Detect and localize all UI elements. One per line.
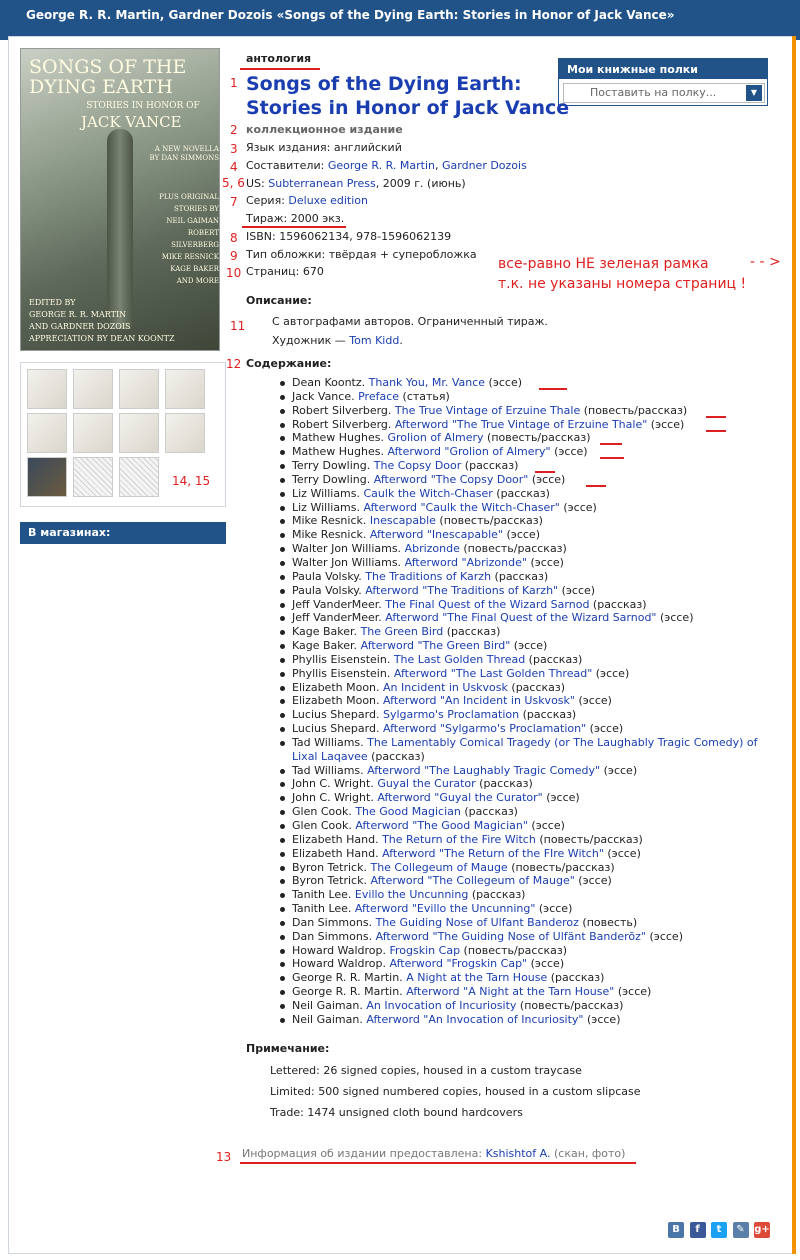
contents-author: Jeff VanderMeer. bbox=[292, 597, 382, 611]
contents-title-link[interactable]: The Return of the Fire Witch bbox=[382, 832, 536, 846]
page-title: George R. R. Martin, Gardner Dozois «Songs of the Dying Earth: Stories in Honor of Jack Vance» bbox=[26, 8, 675, 22]
contents-item bbox=[276, 708, 776, 722]
contents-title-link[interactable]: Afterword "Abrizonde" bbox=[404, 555, 527, 569]
contents-title-link[interactable]: An Incident in Uskvosk bbox=[383, 680, 508, 694]
contents-item bbox=[276, 570, 776, 584]
red-underline bbox=[600, 457, 624, 459]
contents-title-link[interactable]: Afterword "The Final Quest of the Wizard Sarnod" bbox=[385, 611, 657, 625]
cover-plus-line: MIKE RESNICK bbox=[161, 253, 219, 261]
contents-item bbox=[276, 819, 776, 833]
artist-label: Художник — bbox=[272, 334, 346, 347]
shops-header[interactable]: В магазинах: bbox=[20, 522, 226, 544]
contents-kind: (эссе) bbox=[614, 985, 652, 999]
thumbnail-image[interactable] bbox=[119, 457, 159, 497]
contents-title-link[interactable]: The Copsy Door bbox=[373, 459, 462, 473]
description-heading: Описание: bbox=[246, 294, 312, 307]
red-underline bbox=[535, 471, 555, 473]
cover-novella: A NEW NOVELLA BY DAN SIMMONS bbox=[149, 145, 219, 162]
contents-kind: (рассказ) bbox=[589, 597, 647, 611]
contents-author: Liz Williams. bbox=[292, 500, 360, 514]
contents-item bbox=[276, 445, 776, 459]
language-label: Язык издания: bbox=[246, 141, 331, 154]
contents-item bbox=[276, 999, 776, 1013]
cover-type: Тип обложки: твёрдая + суперобложка bbox=[246, 248, 477, 261]
contents-title-link[interactable]: The Collegeum of Mauge bbox=[370, 860, 508, 874]
marker-9: 9 bbox=[230, 249, 238, 263]
contents-item bbox=[276, 1013, 776, 1027]
cover-plus-line: NEIL GAIMAN bbox=[166, 217, 219, 225]
edition-type: коллекционное издание bbox=[246, 123, 403, 136]
contents-title-link[interactable]: Afterword "Caulk the Witch-Chaser" bbox=[363, 500, 560, 514]
chevron-down-icon[interactable]: ▼ bbox=[746, 85, 762, 101]
contents-kind: (рассказ) bbox=[519, 708, 577, 722]
cover-edited-line: AND GARDNER DOZOIS bbox=[29, 322, 131, 331]
bookshelf-select-value: Поставить на полку... bbox=[590, 86, 717, 99]
contents-title-link[interactable]: The True Vintage of Erzuine Thale bbox=[394, 403, 581, 417]
contents-kind: (эссе) bbox=[510, 639, 548, 653]
contents-item bbox=[276, 584, 776, 598]
contents-kind: (эссе) bbox=[485, 376, 523, 389]
marker-10: 10 bbox=[226, 266, 242, 280]
contents-author: Elizabeth Hand. bbox=[292, 832, 379, 846]
contents-kind: (эссе) bbox=[586, 722, 624, 736]
marker-5-6: 5, 6 bbox=[222, 176, 245, 190]
contents-title-link[interactable]: Afterword "Inescapable" bbox=[369, 528, 503, 542]
cover-editors bbox=[29, 297, 215, 345]
contents-item bbox=[276, 694, 776, 708]
contents-title-link[interactable]: Afterword "The Collegeum of Mauge" bbox=[370, 874, 575, 888]
contents-kind: (рассказ) bbox=[475, 777, 533, 791]
contents-author: John C. Wright. bbox=[292, 777, 374, 791]
contents-item bbox=[276, 971, 776, 985]
notes-block bbox=[270, 1060, 640, 1123]
contents-kind: (эссе) bbox=[603, 846, 641, 860]
contents-author: Dan Simmons. bbox=[292, 915, 373, 929]
contents-title-link[interactable]: Afterword "Frogskin Cap" bbox=[389, 957, 528, 971]
contents-author: Phyllis Eisenstein. bbox=[292, 652, 391, 666]
contents-kind: (эссе) bbox=[592, 666, 630, 680]
cover-edited-line: GEORGE R. R. MARTIN bbox=[29, 310, 127, 319]
contents-title-link[interactable]: The Lamentably Comical Tragedy (or The Laughably Tragic Comedy) of Lixal Laqavee bbox=[292, 735, 758, 763]
title-bar bbox=[0, 0, 800, 40]
contents-author: Byron Tetrick. bbox=[292, 874, 367, 888]
contents-title-link[interactable]: Afterword "Sylgarmo's Proclamation" bbox=[382, 722, 587, 736]
contents-item bbox=[276, 404, 776, 418]
contents-kind: (повесть/рассказ) bbox=[460, 943, 568, 957]
contents-author: Kage Baker. bbox=[292, 625, 358, 639]
contents-author: John C. Wright. bbox=[292, 791, 374, 805]
info-suffix: (скан, фото) bbox=[553, 1147, 626, 1160]
compilers-label: Составители: bbox=[246, 159, 325, 172]
cover-plus-line: ROBERT SILVERBERG bbox=[171, 229, 219, 249]
contents-author: Terry Dowling. bbox=[292, 472, 371, 486]
thumbnail-image[interactable] bbox=[27, 369, 67, 409]
contents-list bbox=[276, 376, 776, 1027]
contents-kind: (эссе) bbox=[647, 417, 685, 431]
contents-item bbox=[276, 556, 776, 570]
series-label: Серия: bbox=[246, 194, 285, 207]
note-line: Lettered: 26 signed copies, housed in a custom traycase bbox=[270, 1064, 582, 1077]
red-underline bbox=[242, 226, 346, 228]
thumbnail-image[interactable] bbox=[165, 413, 205, 453]
twitter-icon[interactable]: t bbox=[711, 1222, 727, 1238]
contents-item bbox=[276, 833, 776, 847]
note-line: Trade: 1474 unsigned cloth bound hardcovers bbox=[270, 1106, 523, 1119]
contents-title-link[interactable]: Afterword "An Invocation of Incuriosity" bbox=[366, 1012, 584, 1026]
red-underline bbox=[240, 68, 320, 70]
marker-13: 13 bbox=[216, 1150, 232, 1164]
contents-title-link[interactable]: Abrizonde bbox=[404, 542, 460, 556]
contents-item bbox=[276, 957, 776, 971]
contents-item bbox=[276, 791, 776, 805]
contents-item bbox=[276, 598, 776, 612]
contents-author: Elizabeth Hand. bbox=[292, 846, 379, 860]
thumbnail-image[interactable] bbox=[119, 413, 159, 453]
contents-author: Neil Gaiman. bbox=[292, 1012, 363, 1026]
marker-4: 4 bbox=[230, 160, 238, 174]
cover-plus-line: AND MORE bbox=[176, 277, 219, 285]
contents-kind: (рассказ) bbox=[461, 459, 519, 473]
contents-title-link[interactable]: Thank You, Mr. Vance bbox=[368, 376, 486, 389]
cover-contributors bbox=[141, 191, 219, 287]
contents-author: Kage Baker. bbox=[292, 639, 358, 653]
contents-item bbox=[276, 376, 776, 390]
contents-author: Paula Volsky. bbox=[292, 569, 362, 583]
contents-item bbox=[276, 611, 776, 625]
thumbnail-marker: 14, 15 bbox=[172, 474, 211, 488]
contents-item bbox=[276, 736, 776, 764]
annotation-arrow: - - > bbox=[750, 254, 781, 270]
contents-item bbox=[276, 514, 776, 528]
contents-kind: (рассказ) bbox=[491, 569, 549, 583]
contents-author: Glen Cook. bbox=[292, 805, 352, 819]
contents-item bbox=[276, 944, 776, 958]
bookshelf-header: Мои книжные полки bbox=[559, 59, 767, 79]
book-type-tag: антология bbox=[246, 52, 312, 65]
red-underline bbox=[600, 443, 622, 445]
contents-author: Glen Cook. bbox=[292, 819, 352, 832]
contents-author: Howard Waldrop. bbox=[292, 957, 386, 971]
cover-title: SONGS OF THE DYING EARTH bbox=[29, 56, 187, 98]
thumbnail-image[interactable] bbox=[119, 369, 159, 409]
thumbnail-image[interactable] bbox=[27, 413, 67, 453]
contents-item bbox=[276, 487, 776, 501]
contents-title-link[interactable]: Afterword "An Incident in Uskvosk" bbox=[383, 694, 575, 708]
cover-image[interactable] bbox=[20, 48, 220, 351]
contents-item bbox=[276, 764, 776, 778]
contents-kind: (эссе) bbox=[503, 528, 540, 542]
red-underline bbox=[706, 430, 726, 432]
info-prefix: Информация об издании предоставлена: bbox=[242, 1147, 483, 1160]
thumbnail-image[interactable] bbox=[73, 457, 113, 497]
contents-title-link[interactable]: The Good Magician bbox=[355, 805, 461, 819]
marker-7: 7 bbox=[230, 195, 238, 209]
contents-author: Terry Dowling. bbox=[292, 459, 371, 473]
contents-heading: Содержание: bbox=[246, 357, 332, 370]
contents-author: Mike Resnick. bbox=[292, 528, 367, 542]
artist-row: Художник — Tom Kidd. bbox=[272, 334, 403, 347]
contents-title-link[interactable]: Inescapable bbox=[369, 514, 436, 528]
contents-item bbox=[276, 667, 776, 681]
contents-author: Tad Williams. bbox=[292, 735, 364, 749]
cover-plus-line: KAGE BAKER bbox=[170, 265, 219, 273]
series-row bbox=[246, 194, 368, 207]
thumbnail-image[interactable] bbox=[73, 413, 113, 453]
facebook-icon[interactable]: f bbox=[690, 1222, 706, 1238]
contents-title-link[interactable]: Evillo the Uncunning bbox=[354, 888, 469, 902]
contents-kind: (эссе) bbox=[559, 500, 597, 514]
contents-author: Tanith Lee. bbox=[292, 888, 352, 902]
book-title: Songs of the Dying Earth: Stories in Honor of Jack Vance bbox=[246, 73, 570, 119]
contents-title-link[interactable]: An Invocation of Incuriosity bbox=[366, 998, 517, 1012]
livejournal-icon[interactable]: ✎ bbox=[733, 1222, 749, 1238]
thumbnail-image[interactable] bbox=[165, 369, 205, 409]
contents-item bbox=[276, 861, 776, 875]
red-underline bbox=[240, 1162, 636, 1164]
contents-author: Walter Jon Williams. bbox=[292, 555, 402, 569]
contents-kind: (эссе) bbox=[528, 472, 566, 486]
contents-kind: (рассказ) bbox=[443, 625, 501, 639]
contents-author: Tad Williams. bbox=[292, 763, 364, 777]
cover-subtitle: STORIES IN HONOR OF bbox=[86, 101, 200, 111]
contents-title-link[interactable]: The Green Bird bbox=[360, 625, 444, 639]
contents-kind: (эссе) bbox=[574, 694, 612, 708]
red-underline bbox=[539, 388, 567, 390]
language-row bbox=[246, 141, 402, 154]
contents-kind: (рассказ) bbox=[468, 888, 526, 902]
contents-item bbox=[276, 888, 776, 902]
red-underline bbox=[706, 416, 726, 418]
contents-kind: (рассказ) bbox=[525, 652, 583, 666]
contents-author: Mathew Hughes. bbox=[292, 445, 384, 459]
contents-item bbox=[276, 459, 776, 473]
contents-item bbox=[276, 473, 776, 487]
marker-2: 2 bbox=[230, 123, 238, 137]
contents-kind: (эссе) bbox=[535, 902, 573, 916]
contents-kind: (рассказ) bbox=[547, 971, 605, 985]
contents-title-link[interactable]: The Guiding Nose of Ulfant Banderoz bbox=[375, 915, 579, 929]
thumbnail-image[interactable] bbox=[27, 457, 67, 497]
contents-author: Byron Tetrick. bbox=[292, 860, 367, 874]
contents-item bbox=[276, 390, 776, 404]
contents-title-link[interactable]: Frogskin Cap bbox=[389, 943, 461, 957]
contents-item bbox=[276, 722, 776, 736]
marker-12: 12 bbox=[226, 357, 242, 371]
contents-title-link[interactable]: Afterword "The Guiding Nose of Ulfänt Banderõz" bbox=[375, 929, 646, 943]
google-plus-icon[interactable]: g+ bbox=[754, 1222, 770, 1238]
contents-author: Lucius Shepard. bbox=[292, 708, 380, 722]
contents-kind: (рассказ) bbox=[367, 749, 425, 763]
compiler-link[interactable]: George R. R. Martin bbox=[327, 159, 435, 172]
contents-title-link[interactable]: Afterword "The Copsy Door" bbox=[373, 472, 529, 486]
contents-title-link[interactable]: Guyal the Curator bbox=[377, 777, 476, 791]
contents-author: Dean Koontz. bbox=[292, 376, 366, 389]
contents-kind: (эссе) bbox=[583, 1012, 621, 1026]
contents-kind: (эссе) bbox=[527, 957, 565, 971]
cover-edited-line: EDITED BY bbox=[29, 298, 76, 307]
contents-item bbox=[276, 542, 776, 556]
contents-kind: (повесть/рассказ) bbox=[459, 542, 567, 556]
publisher-label: US: bbox=[246, 177, 265, 190]
contents-item bbox=[276, 501, 776, 515]
contents-item bbox=[276, 874, 776, 888]
contents-kind: (статья) bbox=[399, 389, 450, 403]
marker-3: 3 bbox=[230, 142, 238, 156]
marker-8: 8 bbox=[230, 231, 238, 245]
contents-title-link[interactable]: Afterword "The Laughably Tragic Comedy" bbox=[367, 763, 601, 777]
contents-title-link[interactable]: Preface bbox=[358, 389, 400, 403]
contents-kind: (повесть/рассказ) bbox=[507, 860, 615, 874]
contents-title-link[interactable]: A Night at the Tarn House bbox=[406, 971, 548, 985]
cover-honoree: JACK VANCE bbox=[81, 113, 182, 131]
isbn: ISBN: 1596062134, 978-1596062139 bbox=[246, 230, 452, 243]
contents-author: Phyllis Eisenstein. bbox=[292, 666, 391, 680]
contents-kind: (рассказ) bbox=[460, 805, 518, 819]
contents-item bbox=[276, 930, 776, 944]
contents-kind: (рассказ) bbox=[507, 680, 566, 694]
contents-title-link[interactable]: The Last Golden Thread bbox=[393, 652, 526, 666]
contents-title-link[interactable]: Afterword "The Return of the FIre Witch" bbox=[382, 846, 604, 860]
contents-author: Howard Waldrop. bbox=[292, 943, 386, 957]
compiler-link[interactable]: Gardner Dozois bbox=[442, 159, 527, 172]
page-count: Страниц: 670 bbox=[246, 265, 324, 278]
contents-author: Robert Silverberg. bbox=[292, 417, 392, 431]
contents-author: George R. R. Martin. bbox=[292, 971, 403, 985]
contents-title-link[interactable]: Afterword "The Good Magician" bbox=[355, 819, 528, 832]
contents-kind: (повесть/рассказ) bbox=[535, 832, 643, 846]
contents-kind: (повесть/рассказ) bbox=[483, 431, 591, 445]
contents-title-link[interactable]: Afterword "The Last Golden Thread" bbox=[393, 666, 593, 680]
contents-kind: (эссе) bbox=[542, 791, 580, 805]
contents-item bbox=[276, 916, 776, 930]
contents-author: Liz Williams. bbox=[292, 486, 360, 500]
contents-kind: (эссе) bbox=[550, 445, 588, 459]
contents-author: Tanith Lee. bbox=[292, 902, 352, 916]
contents-item bbox=[276, 985, 776, 999]
contents-author: Neil Gaiman. bbox=[292, 998, 363, 1012]
contents-item bbox=[276, 681, 776, 695]
contents-title-link[interactable]: Afterword "A Night at the Tarn House" bbox=[406, 985, 615, 999]
contents-author: Mathew Hughes. bbox=[292, 431, 384, 445]
contents-kind: (эссе) bbox=[527, 819, 565, 832]
contents-item bbox=[276, 902, 776, 916]
contents-title-link[interactable]: The Final Quest of the Wizard Sarnod bbox=[385, 597, 590, 611]
contents-author: Robert Silverberg. bbox=[292, 403, 392, 417]
contents-item bbox=[276, 625, 776, 639]
contents-title-link[interactable]: Caulk the Witch-Chaser bbox=[363, 486, 493, 500]
contents-kind: (рассказ) bbox=[492, 486, 550, 500]
contents-title-link[interactable]: Grolion of Almery bbox=[387, 431, 484, 445]
contents-item bbox=[276, 418, 776, 432]
notes-heading: Примечание: bbox=[246, 1042, 330, 1055]
contents-title-link[interactable]: Afterword "The Green Bird" bbox=[360, 639, 511, 653]
compilers-row: Составители: George R. R. Martin, Gardner Dozois bbox=[246, 159, 527, 172]
publisher-link[interactable]: Subterranean Press bbox=[268, 177, 376, 190]
contents-title-link[interactable]: Afterword "The Traditions of Karzh" bbox=[365, 583, 559, 597]
description-text: С автографами авторов. Ограниченный тираж. bbox=[272, 315, 548, 328]
cover-plus-line: PLUS ORIGINAL STORIES BY bbox=[159, 193, 219, 213]
contents-kind: (повесть/рассказ) bbox=[516, 998, 624, 1012]
annotation-line: т.к. не указаны номера страниц ! bbox=[498, 276, 747, 292]
contents-item bbox=[276, 639, 776, 653]
bookshelf-select[interactable] bbox=[563, 83, 765, 103]
contents-item bbox=[276, 653, 776, 667]
edition-info-credit bbox=[242, 1147, 625, 1160]
contents-title-link[interactable]: Afterword "The True Vintage of Erzuine Thale" bbox=[394, 417, 648, 431]
contents-author: Paula Volsky. bbox=[292, 583, 362, 597]
contents-author: Elizabeth Moon. bbox=[292, 694, 380, 708]
contents-item bbox=[276, 847, 776, 861]
contents-title-link[interactable]: Sylgarmo's Proclamation bbox=[382, 708, 520, 722]
contents-kind: (повесть) bbox=[578, 915, 638, 929]
publisher-date: , 2009 г. (июнь) bbox=[375, 177, 466, 190]
contents-kind: (эссе) bbox=[656, 611, 694, 625]
contents-author: Jack Vance. bbox=[292, 389, 355, 403]
contents-author: George R. R. Martin. bbox=[292, 985, 403, 999]
accent-bar bbox=[792, 36, 796, 1254]
language-value: английский bbox=[333, 141, 402, 154]
contents-title-link[interactable]: The Traditions of Karzh bbox=[365, 569, 492, 583]
marker-1: 1 bbox=[230, 76, 238, 90]
contents-item bbox=[276, 777, 776, 791]
contents-author: Walter Jon Williams. bbox=[292, 542, 402, 556]
contents-kind: (эссе) bbox=[526, 555, 564, 569]
contents-author: Mike Resnick. bbox=[292, 514, 367, 528]
contents-kind: (эссе) bbox=[558, 583, 596, 597]
contributor-link[interactable]: Kshishtof A. bbox=[485, 1147, 551, 1160]
marker-11: 11 bbox=[230, 319, 246, 333]
social-share-bar bbox=[668, 1222, 772, 1238]
contents-item bbox=[276, 431, 776, 445]
series-link[interactable]: Deluxe edition bbox=[288, 194, 368, 207]
contents-title-link[interactable]: Afterword "Evillo the Uncunning" bbox=[354, 902, 536, 916]
red-underline bbox=[586, 485, 606, 487]
contents-kind: (эссе) bbox=[600, 763, 638, 777]
contents-author: Jeff VanderMeer. bbox=[292, 611, 382, 625]
contents-item bbox=[276, 805, 776, 819]
artist-link[interactable]: Tom Kidd bbox=[349, 334, 400, 347]
contents-author: Dan Simmons. bbox=[292, 929, 373, 943]
vk-icon[interactable]: B bbox=[668, 1222, 684, 1238]
publisher-row bbox=[246, 177, 466, 190]
cover-edited-line: APPRECIATION BY DEAN KOONTZ bbox=[29, 334, 175, 343]
thumbnail-image[interactable] bbox=[73, 369, 113, 409]
contents-kind: (повесть/рассказ) bbox=[435, 514, 543, 528]
contents-item bbox=[276, 528, 776, 542]
bookshelf-widget bbox=[558, 58, 768, 106]
contents-kind: (эссе) bbox=[574, 874, 612, 888]
note-line: Limited: 500 signed numbered copies, housed in a custom slipcase bbox=[270, 1085, 641, 1098]
contents-title-link[interactable]: Afterword "Guyal the Curator" bbox=[377, 791, 543, 805]
print-run: Тираж: 2000 экз. bbox=[246, 212, 345, 225]
annotation-line: все-равно НЕ зеленая рамка bbox=[498, 256, 709, 272]
contents-title-link[interactable]: Afterword "Grolion of Almery" bbox=[387, 445, 551, 459]
contents-author: Lucius Shepard. bbox=[292, 722, 380, 736]
contents-author: Elizabeth Moon. bbox=[292, 680, 380, 694]
contents-kind: (эссе) bbox=[646, 929, 683, 943]
contents-kind: (повесть/рассказ) bbox=[580, 403, 688, 417]
